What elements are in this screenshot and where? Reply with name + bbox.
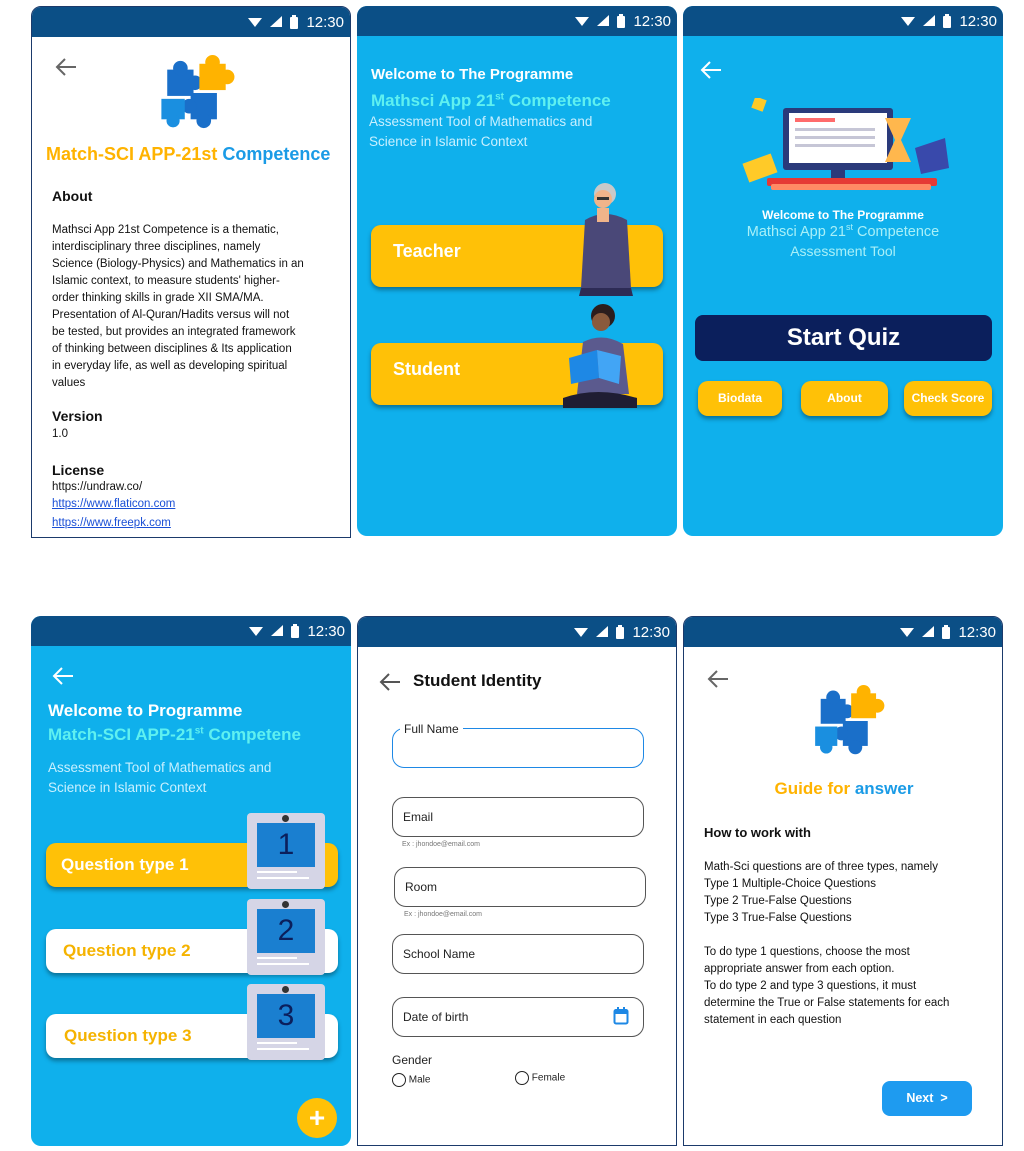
version-value: 1.0 [52,428,68,440]
signal-icon [270,16,282,28]
guide-heading: How to work with [704,825,811,840]
next-button[interactable]: Next > [882,1081,972,1116]
status-bar [32,7,350,37]
about-text-line: Islamic context, to measure students' higher- [52,275,280,287]
wifi-icon [901,15,915,27]
freepik-link[interactable]: https://www.freepk.com [52,517,171,529]
app-name: Match-SCI APP-21st Competene [48,725,301,744]
clock: 12:30 [632,623,670,641]
about-text-line: interdisciplinary three disciplines, namely [52,241,261,253]
email-field[interactable]: Email [392,797,644,837]
quiz-illustration-icon [735,98,955,198]
gender-label: Gender [392,1053,433,1067]
guide-text-line: Type 2 True-False Questions [704,895,852,907]
guide-text-line: determine the True or False statements for each [704,997,950,1009]
clock: 12:30 [306,13,344,31]
about-button[interactable]: About [801,381,888,416]
signal-icon [596,626,608,638]
wifi-icon [574,626,588,638]
male-radio[interactable]: Male [392,1073,430,1087]
page-title: Student Identity [413,671,542,690]
school-name-field[interactable]: School Name [392,934,644,974]
status-bar [358,617,676,647]
status-bar [31,616,351,646]
guide-text-line: appropriate answer from each option. [704,963,895,975]
teacher-button[interactable]: Teacher [371,225,663,287]
status-bar [683,6,1003,36]
battery-icon [290,15,298,29]
guide-text-line [704,927,994,944]
back-arrow-icon[interactable] [706,669,732,689]
about-text-line: Presentation of Al-Quran/Hadits versus will not [52,309,290,321]
app-name: Mathsci App 21st Competence [371,91,611,110]
wifi-icon [900,626,914,638]
student-identity-screen [357,616,677,1146]
about-text-line: in everyday life, as well as developing spiritual [52,360,288,372]
guide-text-line: Type 3 True-False Questions [704,912,852,924]
back-arrow-icon[interactable] [51,666,77,686]
about-screen [31,6,351,538]
license-text: https://undraw.co/ [52,481,143,493]
guide-title: Guide for answer [774,779,914,798]
start-quiz-button[interactable]: Start Quiz [695,315,992,361]
puzzle-logo-icon [804,685,890,757]
guide-text [704,859,994,1029]
wifi-icon [249,625,263,637]
guide-text-line: To do type 1 questions, choose the most [704,946,910,958]
email-hint: Ex : jhondoe@email.com [402,841,480,848]
welcome-text: Welcome to The Programme [762,208,924,222]
clock: 12:30 [959,12,997,30]
subtitle: Assessment Tool of Mathematics and Science in Islamic Context [369,114,593,149]
app-name: Mathsci App 21st Competence [746,222,940,240]
question-type-1-button[interactable]: Question type 1 [46,843,338,887]
type-3-card-icon: 3 [247,984,325,1060]
welcome-text: Welcome to Programme [48,701,243,720]
about-text-line: order thinking skills in grade XII SMA/MA. [52,292,264,304]
teacher-illustration-icon [571,180,641,296]
guide-text-line: To do type 2 and type 3 questions, it must [704,980,917,992]
puzzle-logo-icon [150,55,240,131]
signal-icon [271,625,283,637]
subtitle: Assessment Tool [790,243,896,259]
type-1-card-icon: 1 [247,813,325,889]
clock: 12:30 [958,623,996,641]
about-text-line: Mathsci App 21st Competence is a thematic, [52,224,279,236]
about-text-line: Science (Biology-Physics) and Mathematics in an [52,258,304,270]
add-fab-button[interactable]: + [297,1098,337,1138]
battery-icon [616,625,624,639]
wifi-icon [248,16,262,28]
app-title: Match-SCI APP-21st Competence [46,144,331,164]
type-2-card-icon: 2 [247,899,325,975]
back-arrow-icon[interactable] [699,60,725,80]
about-heading: About [52,188,93,204]
back-arrow-icon[interactable] [54,57,80,77]
question-types-screen [31,616,351,1146]
student-button[interactable]: Student [371,343,663,405]
battery-icon [291,624,299,638]
version-heading: Version [52,408,103,424]
signal-icon [922,626,934,638]
back-arrow-icon[interactable] [378,672,404,692]
license-heading: License [52,462,105,478]
clock: 12:30 [307,622,345,640]
battery-icon [617,14,625,28]
status-bar [357,6,677,36]
battery-icon [943,14,951,28]
status-bar [684,617,1002,647]
check-score-button[interactable]: Check Score [904,381,992,416]
full-name-label: Full Name [400,722,463,736]
wifi-icon [575,15,589,27]
room-field[interactable]: Room [394,867,646,907]
about-text-line: be tested, but provides an integrated framework [52,326,296,338]
about-text-line: values [52,377,86,389]
menu-screen [683,6,1003,536]
biodata-button[interactable]: Biodata [698,381,782,416]
subtitle: Assessment Tool of Mathematics and Science in Islamic Context [48,760,272,795]
guide-text-line: Math-Sci questions are of three types, namely [704,861,938,873]
date-of-birth-field[interactable]: Date of birth [392,997,644,1037]
question-type-2-button[interactable]: Question type 2 [46,929,338,973]
flaticon-link[interactable]: https://www.flaticon.com [52,498,176,510]
about-text [52,222,342,392]
clock: 12:30 [633,12,671,30]
signal-icon [923,15,935,27]
female-radio[interactable]: Female [515,1071,565,1085]
student-illustration-icon [557,298,647,408]
room-hint: Ex : jhondoe@email.com [404,911,482,918]
signal-icon [597,15,609,27]
guide-screen [683,616,1003,1146]
role-screen [357,6,677,536]
battery-icon [942,625,950,639]
calendar-icon[interactable] [613,1007,629,1025]
guide-text-line: statement in each question [704,1014,842,1026]
question-type-3-button[interactable]: Question type 3 [46,1014,338,1058]
welcome-text: Welcome to The Programme [371,66,574,83]
guide-text-line: Type 1 Multiple-Choice Questions [704,878,876,890]
about-text-line: of thinking between disciplines & Its application [52,343,292,355]
